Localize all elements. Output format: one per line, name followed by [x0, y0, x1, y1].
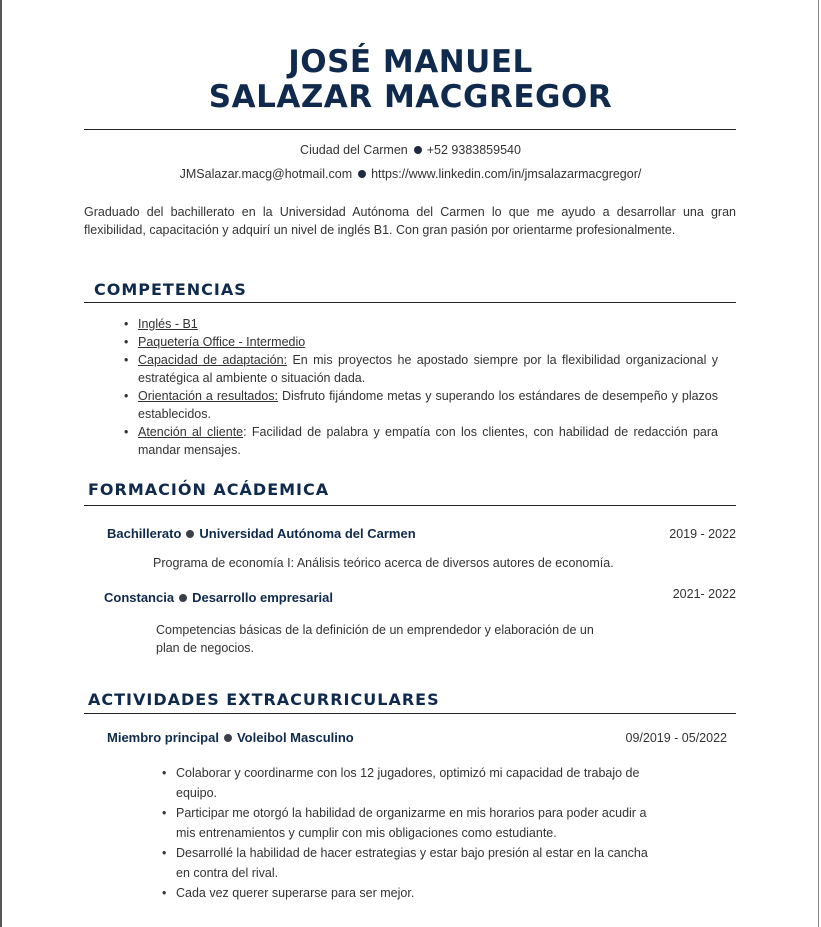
- separator-dot: [186, 530, 194, 538]
- activity-text: Participar me otorgó la habilidad de organizarme en mis horarios para poder acudir a mis entrenamientos y cumplir con mis obligaciones como estudiante.: [176, 806, 647, 840]
- bullet-icon: •: [124, 389, 129, 403]
- page-edge-left: [0, 0, 2, 927]
- separator-dot: [224, 734, 232, 742]
- bullet-icon: •: [124, 353, 129, 367]
- bullet-icon: •: [162, 886, 167, 900]
- activity-item: [162, 763, 656, 803]
- activity-item: [162, 843, 656, 883]
- activity-team: Voleibol Masculino: [236, 730, 354, 745]
- competencia-label: Inglés - B1: [138, 317, 198, 331]
- activity-text: Colaborar y coordinarme con los 12 jugadores, optimizó mi capacidad de trabajo de equipo.: [176, 766, 640, 800]
- bullet-icon: •: [124, 317, 129, 331]
- education-entry-1-description: Programa de economía I: Análisis teórico acerca de diversos autores de economía.: [153, 556, 614, 570]
- actividades-divider: [84, 713, 736, 714]
- competencias-list: [124, 315, 718, 459]
- competencia-item: [124, 333, 718, 351]
- activity-bullets: [162, 763, 656, 903]
- activity-date: 09/2019 - 05/2022: [625, 731, 727, 745]
- activity-role: Miembro principal: [107, 730, 219, 745]
- bullet-icon: •: [162, 846, 167, 860]
- competencia-label: Paquetería Office - Intermedio: [138, 335, 306, 349]
- education-entry-1-title: [107, 526, 416, 541]
- competencia-item: [124, 387, 718, 423]
- competencia-text: Disfruto fijándome metas y superando los estándares de desempeño y plazos establecidos.: [138, 389, 718, 421]
- activity-item: [162, 883, 656, 903]
- contact-line-1: [0, 143, 821, 157]
- bullet-icon: •: [124, 425, 129, 439]
- competencia-item: [124, 315, 718, 333]
- competencia-label: Capacidad de adaptación:: [138, 353, 288, 367]
- competencia-label: Atención al cliente: [138, 425, 244, 439]
- separator-dot: [358, 170, 366, 178]
- competencia-text: En mis proyectos he apostado siempre por la flexibilidad organizacional y estratégica al ambiente o situación dada.: [138, 353, 718, 385]
- education-entry-2-date: 2021- 2022: [672, 587, 736, 601]
- separator-dot: [179, 594, 187, 602]
- activity-item: [162, 803, 656, 843]
- name-last-line: SALAZAR MACGREGOR: [208, 79, 613, 115]
- competencia-label: Orientación a resultados:: [138, 389, 279, 403]
- degree: Bachillerato: [107, 526, 182, 541]
- education-entry-2-title: [104, 590, 333, 605]
- separator-dot: [414, 146, 422, 154]
- bullet-icon: •: [162, 806, 167, 820]
- activity-text: Cada vez querer superarse para ser mejor.: [176, 886, 415, 900]
- phone: +52 9383859540: [426, 143, 521, 157]
- bullet-icon: •: [124, 335, 129, 349]
- competencia-text: : Facilidad de palabra y empatía con los clientes, con habilidad de redacción para mandar mensajes.: [138, 425, 718, 457]
- degree: Constancia: [104, 590, 175, 605]
- name-first-line: JOSÉ MANUEL: [288, 44, 533, 80]
- competencias-divider: [84, 302, 736, 303]
- email-link[interactable]: JMSalazar.macg@hotmail.com: [179, 167, 353, 181]
- linkedin-link[interactable]: https://www.linkedin.com/in/jmsalazarmacgregor/: [371, 167, 642, 181]
- formacion-divider: [84, 505, 736, 506]
- competencia-item: [124, 423, 718, 459]
- education-entry-2-description: Competencias básicas de la definición de un emprendedor y elaboración de un plan de negocios.: [156, 623, 594, 655]
- profile-summary: Graduado del bachillerato en la Universidad Autónoma del Carmen lo que me ayudo a desarrollar una gran flexibilidad, capacitación y adquirí un nivel de inglés B1. Con gran pasión por orientarme profesionalmente.: [84, 205, 736, 237]
- city: Ciudad del Carmen: [300, 143, 408, 157]
- institution: Universidad Autónoma del Carmen: [199, 526, 416, 541]
- page-edge-right: [818, 0, 819, 927]
- bullet-icon: •: [162, 766, 167, 780]
- section-title-competencias: COMPETENCIAS: [94, 280, 247, 299]
- activity-title: [107, 730, 354, 745]
- header-divider: [84, 129, 736, 130]
- competencia-item: [124, 351, 718, 387]
- activity-text: Desarrollé la habilidad de hacer estrategias y estar bajo presión al estar en la cancha en contra del rival.: [176, 846, 648, 880]
- institution: Desarrollo empresarial: [192, 590, 333, 605]
- contact-line-2: [0, 167, 821, 181]
- education-entry-1-date: 2019 - 2022: [669, 527, 736, 541]
- section-title-actividades: ACTIVIDADES EXTRACURRICULARES: [88, 690, 440, 709]
- section-title-formacion: FORMACIÓN ACÁDEMICA: [88, 480, 330, 499]
